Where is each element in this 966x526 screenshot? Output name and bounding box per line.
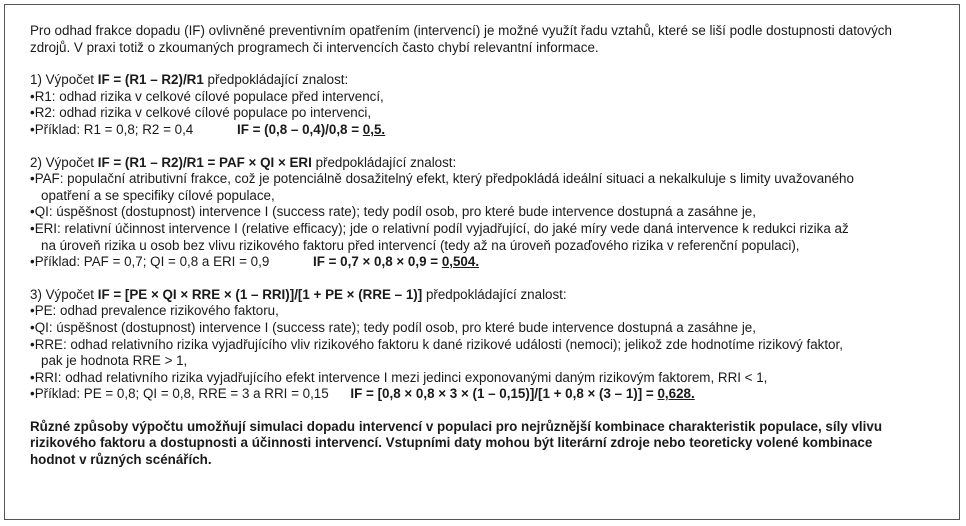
section-2-number: 2) Výpočet	[30, 154, 95, 170]
section-3-example-formula: IF = [0,8 × 0,8 × 3 × (1 – 0,15)]/[1 + 0,8 × (3 – 1)] =	[350, 386, 654, 402]
section-1-heading	[30, 72, 950, 89]
section-3-heading	[30, 287, 950, 304]
box-content	[30, 23, 950, 469]
section-2-bullet-eri-cont: na úroveň rizika u osob bez vlivu rizikového faktoru před intervencí (tedy až na úroveň pozaďového rizika v referenční populaci),	[41, 237, 800, 253]
section-2-bullet-qi: •QI: úspěšnost (dostupnost) intervence I (success rate); tedy podíl osob, pro které bude intervence dostupná a zasáhne je,	[30, 204, 756, 220]
section-3-bullet-pe: •PE: odhad prevalence rizikového faktoru,	[30, 303, 279, 319]
section-1-number: 1) Výpočet	[30, 72, 95, 88]
section-3-formula: IF = [PE × QI × RRE × (1 – RRI)]/[1 + PE × (RRE – 1)]	[97, 286, 423, 302]
section-3-tail: předpokládající znalost:	[425, 286, 567, 302]
section-3-bullet-rri: •RRI: odhad relativního rizika vyjadřujícího efekt intervence I mezi jedinci exponovanými daným rizikovým faktorem, RRI < 1,	[30, 369, 768, 385]
section-1-tail: předpokládající znalost:	[207, 72, 349, 88]
section-2-heading	[30, 155, 950, 172]
section-2-bullet-eri: •ERI: relativní účinnost intervence I (relative efficacy); jde o relativní podíl vyjadřující, do jaké míry vede daná intervence k redukci rizika až	[30, 220, 849, 236]
conclusion-paragraph: Různé způsoby výpočtu umožňují simulaci dopadu intervencí v populaci pro nejrůznější kombinace charakteristik populace, síly vlivu rizikového faktoru a dostupnosti a účinnosti intervencí. Vstupními daty mohou být literární zdroje nebo teoreticky volené kombinace hodnot v různých scénářích.	[30, 418, 882, 468]
section-3-bullet-rre-cont: pak je hodnota RRE > 1,	[41, 353, 188, 369]
section-1-formula: IF = (R1 – R2)/R1	[97, 72, 204, 88]
section-3-bullet-qi: •QI: úspěšnost (dostupnost) intervence I (success rate); tedy podíl osob, pro které bude intervence dostupná a zasáhne je,	[30, 319, 756, 335]
intro-paragraph: Pro odhad frakce dopadu (IF) ovlivněné preventivním opatřením (intervencí) je možné využít řadu vztahů, které se liší podle dostupnosti datových zdrojů. V praxi totiž o zkoumaných programech či intervencích často chybí relevantní informace.	[30, 23, 892, 55]
section-2-example	[30, 254, 950, 271]
section-2-example-formula: IF = 0,7 × 0,8 × 0,9 =	[313, 254, 439, 270]
section-1-example-text: •Příklad: R1 = 0,8; R2 = 0,4	[30, 121, 194, 137]
section-1-example	[30, 122, 950, 139]
section-2-bullet-paf-cont: opatření a se specifiky cílové populace,	[41, 187, 275, 203]
section-2-tail: předpokládající znalost:	[315, 154, 457, 170]
section-2-example-text: •Příklad: PAF = 0,7; QI = 0,8 a ERI = 0,9	[30, 254, 270, 270]
section-3-number: 3) Výpočet	[30, 286, 95, 302]
section-1-example-formula: IF = (0,8 – 0,4)/0,8 =	[236, 121, 360, 137]
section-3-example-text: •Příklad: PE = 0,8; QI = 0,8, RRE = 3 a RRI = 0,15	[30, 386, 329, 402]
section-2-bullet-paf: •PAF: populační atributivní frakce, což je potenciálně dosažitelný efekt, který předpokládá ideální situaci a nekalkuluje s limity uvažovaného	[30, 171, 854, 187]
section-3-bullet-rre: •RRE: odhad relativního rizika vyjadřujícího vliv rizikového faktoru k dané rizikové události (nemoci); jelikož zde hodnotíme rizikový faktor,	[30, 336, 843, 352]
info-box	[4, 4, 960, 520]
section-1-result: 0,5.	[362, 121, 386, 137]
section-1-bullet-r2: •R2: odhad rizika v celkové cílové populace po intervenci,	[30, 105, 372, 121]
section-3-result: 0,628.	[657, 386, 695, 402]
section-1-bullet-r1: •R1: odhad rizika v celkové cílové populace před intervencí,	[30, 88, 384, 104]
section-3-example	[30, 386, 950, 403]
section-2-result: 0,504.	[441, 254, 480, 270]
section-2-formula: IF = (R1 – R2)/R1 = PAF × QI × ERI	[97, 154, 312, 170]
